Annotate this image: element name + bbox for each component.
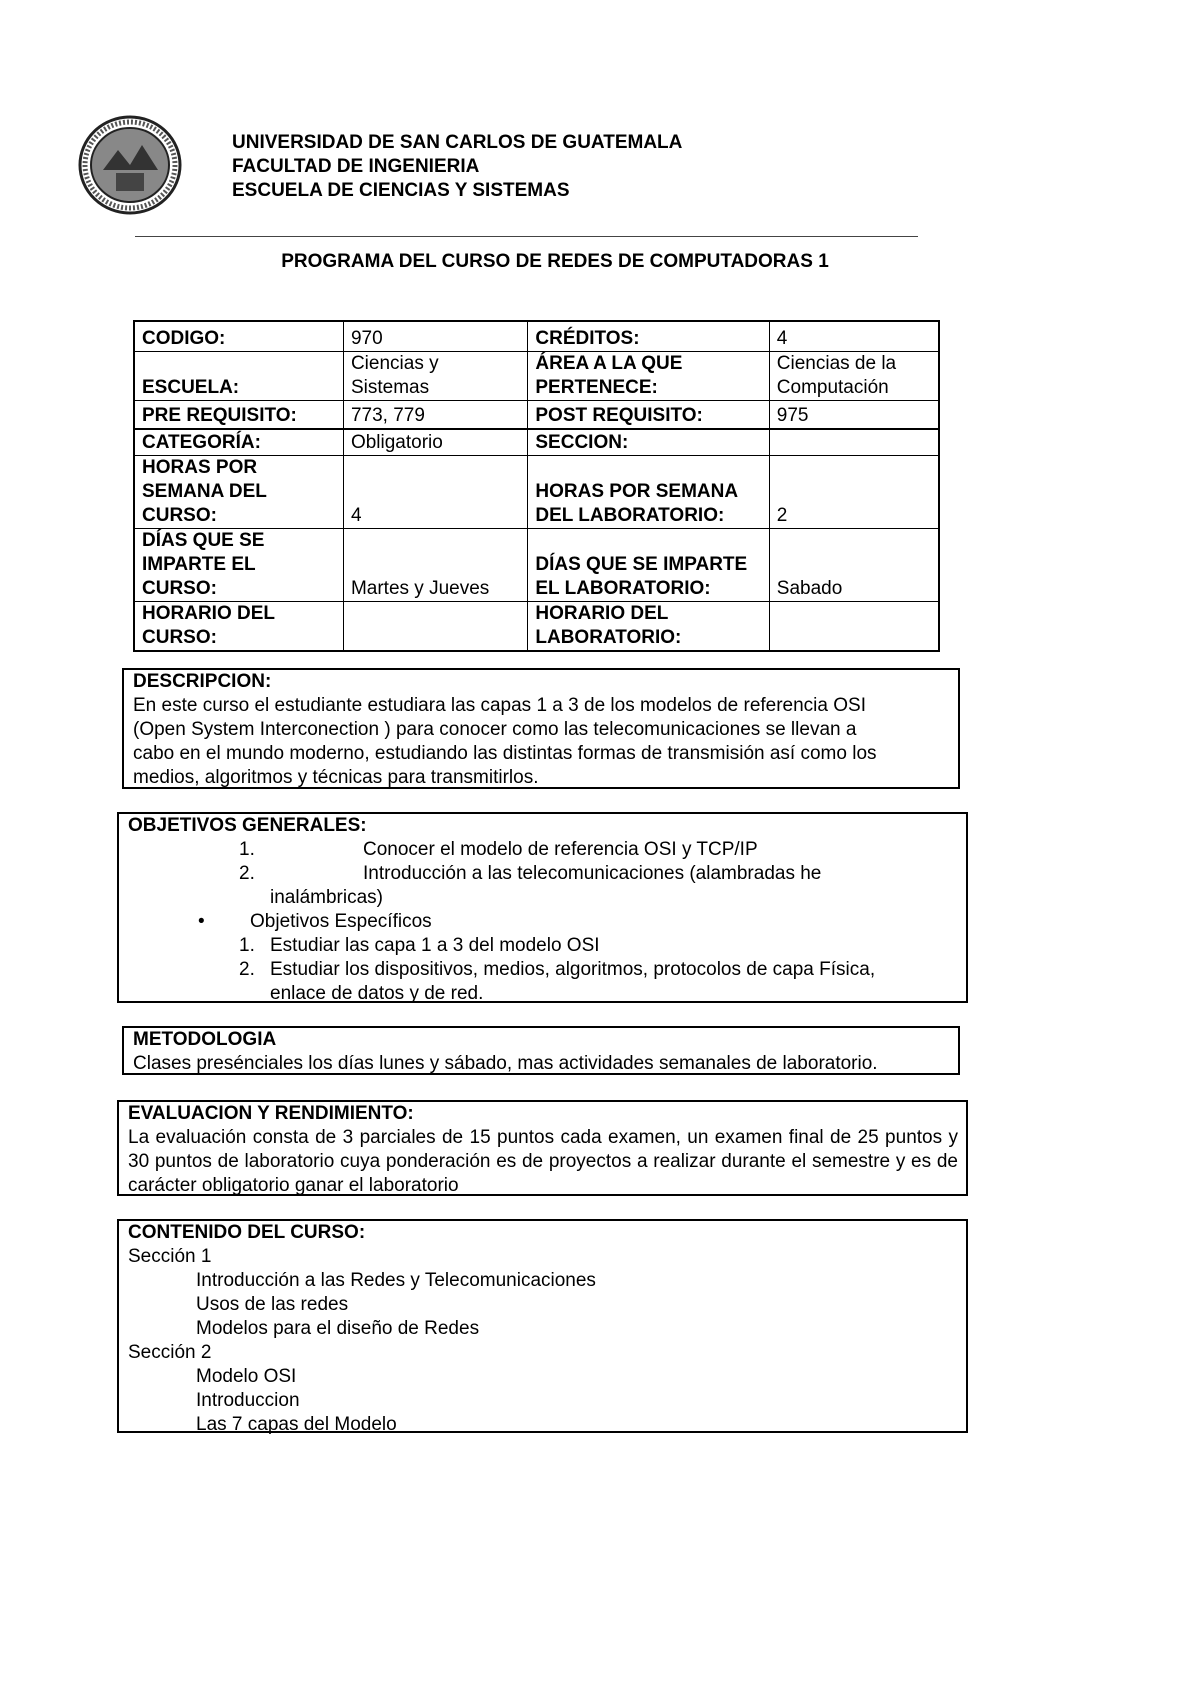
university-seal-logo <box>78 115 182 215</box>
descripcion-section <box>122 668 960 789</box>
seccion-value <box>769 429 939 455</box>
contenido-item: Modelos para el diseño de Redes <box>196 1318 480 1339</box>
area-label: ÁREA A LA QUE PERTENECE: <box>528 351 769 400</box>
metodologia-section <box>122 1026 960 1075</box>
dias-curso-label: DÍAS QUE SE IMPARTE EL CURSO: <box>134 528 343 601</box>
university-name: UNIVERSIDAD DE SAN CARLOS DE GUATEMALA <box>232 132 683 153</box>
postrequisito-value: 975 <box>769 400 939 429</box>
creditos-value: 4 <box>769 321 939 351</box>
seccion-2-title: Sección 2 <box>128 1342 212 1363</box>
metodologia-text: Clases presénciales los días lunes y sábado, mas actividades semanales de laboratorio. <box>133 1053 878 1074</box>
objetivo-general-item: 2. Introducción a las telecomunicaciones (alambradas he inalámbricas) <box>239 863 822 908</box>
faculty-name: FACULTAD DE INGENIERIA <box>232 156 480 177</box>
prerequisito-value: 773, 779 <box>343 400 527 429</box>
objetivos-especificos-bullet: • Objetivos Específicos <box>128 910 958 934</box>
evaluacion-heading: EVALUACION Y RENDIMIENTO: <box>128 1103 414 1124</box>
seccion-label: SECCION: <box>528 429 769 455</box>
area-value: Ciencias de la Computación <box>769 351 939 400</box>
dias-lab-value: Sabado <box>769 528 939 601</box>
contenido-item: Modelo OSI <box>196 1366 297 1387</box>
escuela-value: Ciencias y Sistemas <box>343 351 527 400</box>
header-divider <box>135 236 918 237</box>
contenido-item: Introducción a las Redes y Telecomunicaciones <box>196 1270 596 1291</box>
descripcion-heading: DESCRIPCION: <box>133 671 272 692</box>
creditos-label: CRÉDITOS: <box>528 321 769 351</box>
escuela-label: ESCUELA: <box>134 351 343 400</box>
contenido-item: Usos de las redes <box>196 1294 349 1315</box>
course-info-table <box>133 320 940 652</box>
objetivo-especifico-item: 2. Estudiar los dispositivos, medios, algoritmos, protocolos de capa Física, enlace de datos y de red. <box>239 959 876 1004</box>
horas-lab-value: 2 <box>769 455 939 528</box>
objetivos-section <box>117 812 968 1003</box>
codigo-value: 970 <box>343 321 527 351</box>
evaluacion-text: La evaluación consta de 3 parciales de 15 puntos cada examen, un examen final de 25 puntos y 30 puntos de laboratorio cuya ponderación es de proyectos a realizar durante el semestre y es de carácter obligatorio ganar el laboratorio <box>128 1127 958 1196</box>
prerequisito-label: PRE REQUISITO: <box>134 400 343 429</box>
school-name: ESCUELA DE CIENCIAS Y SISTEMAS <box>232 180 570 201</box>
codigo-label: CODIGO: <box>134 321 343 351</box>
horario-lab-label: HORARIO DEL LABORATORIO: <box>528 601 769 651</box>
objetivo-general-item: 1. Conocer el modelo de referencia OSI y TCP/IP <box>239 839 758 860</box>
descripcion-line: (Open System Interconection ) para conocer como las telecomunicaciones se llevan a <box>133 719 857 740</box>
categoria-label: CATEGORÍA: <box>134 429 343 455</box>
horas-lab-label: HORAS POR SEMANA DEL LABORATORIO: <box>528 455 769 528</box>
horario-lab-value <box>769 601 939 651</box>
categoria-value: Obligatorio <box>343 429 527 455</box>
dias-curso-value: Martes y Jueves <box>343 528 527 601</box>
contenido-heading: CONTENIDO DEL CURSO: <box>128 1222 366 1243</box>
horas-curso-value: 4 <box>343 455 527 528</box>
dias-lab-label: DÍAS QUE SE IMPARTE EL LABORATORIO: <box>528 528 769 601</box>
descripcion-line: En este curso el estudiante estudiara las capas 1 a 3 de los modelos de referencia OSI <box>133 695 866 716</box>
horario-curso-value <box>343 601 527 651</box>
horario-curso-label: HORARIO DEL CURSO: <box>134 601 343 651</box>
contenido-item: Introduccion <box>196 1390 300 1411</box>
contenido-item: Las 7 capas del Modelo <box>196 1414 397 1435</box>
postrequisito-label: POST REQUISITO: <box>528 400 769 429</box>
descripcion-line: medios, algoritmos y técnicas para transmitirlos. <box>133 767 539 788</box>
seccion-1-title: Sección 1 <box>128 1246 212 1267</box>
contenido-section <box>117 1219 968 1433</box>
bullet-icon: • <box>198 911 205 932</box>
page-title: PROGRAMA DEL CURSO DE REDES DE COMPUTADORAS 1 <box>281 251 829 272</box>
metodologia-heading: METODOLOGIA <box>133 1029 277 1050</box>
horas-curso-label: HORAS POR SEMANA DEL CURSO: <box>134 455 343 528</box>
objetivos-heading: OBJETIVOS GENERALES: <box>128 815 367 836</box>
objetivo-especifico-item: 1. Estudiar las capa 1 a 3 del modelo OSI <box>239 935 600 956</box>
descripcion-line: cabo en el mundo moderno, estudiando las distintas formas de transmisión así como los <box>133 743 877 764</box>
evaluacion-section <box>117 1100 968 1196</box>
